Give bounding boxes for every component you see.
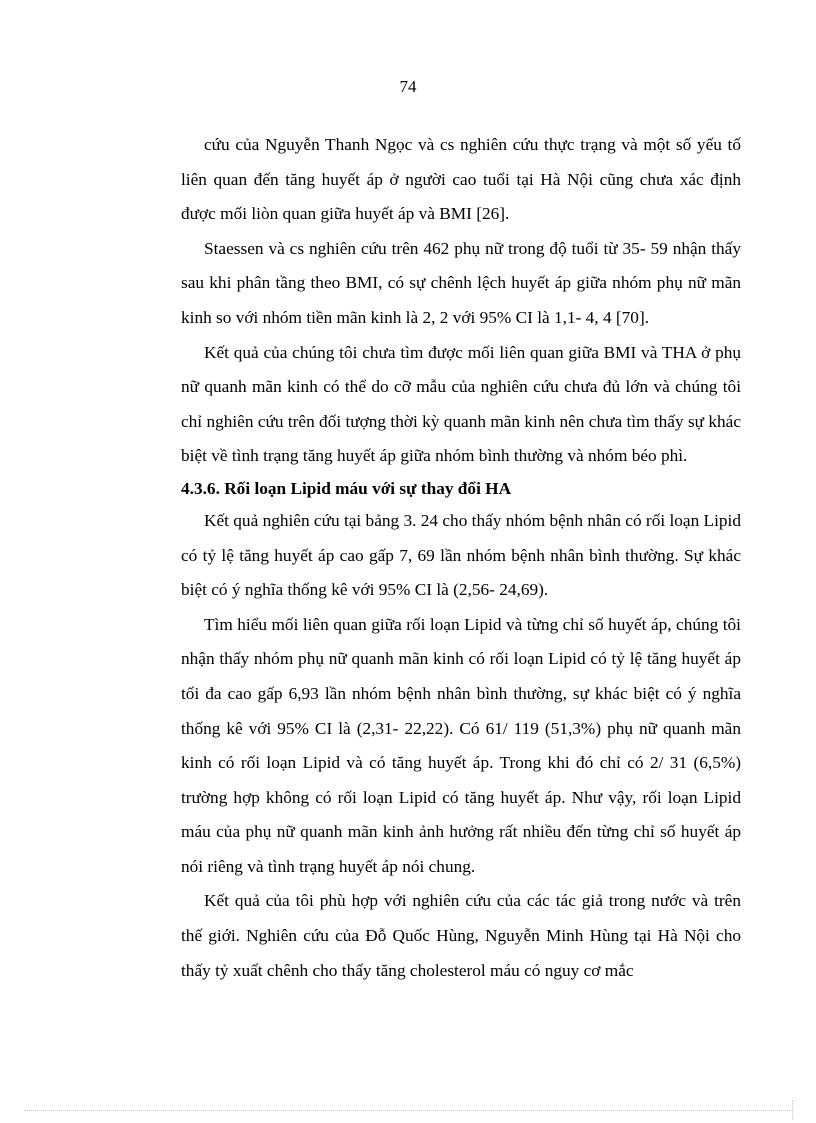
paragraph-literature-comparison: Kết quả của tôi phù hợp với nghiên cứu của các tác giả trong nước và trên thế giới. Nghiên cứu của Đỗ Quốc Hùng, Nguyễn Minh Hùng tại Hà Nội cho thấy tỷ xuất chênh cho thấy tăng cholesterol máu có nguy cơ mắc: [181, 891, 741, 980]
page-number: 74: [399, 77, 417, 96]
document-body: [181, 128, 741, 988]
paragraph-lipid-blood-pressure: Tìm hiểu mối liên quan giữa rối loạn Lipid và từng chỉ số huyết áp, chúng tôi nhận thấy nhóm phụ nữ quanh mãn kinh có rối loạn Lipid có tỷ lệ tăng huyết áp tối đa cao gấp 6,93 lần nhóm bệnh nhân bình thường, sự khác biệt có ý nghĩa thống kê với 95% CI là (2,31- 22,22). Có 61/ 119 (51,3%) phụ nữ quanh mãn kinh có rối loạn Lipid và có tăng huyết áp. Trong khi đó chỉ có 2/ 31 (6,5%) trường hợp không có rối loạn Lipid có tăng huyết áp. Như vậy, rối loạn Lipid máu của phụ nữ quanh mãn kinh ảnh hưởng rất nhiều đến từng chỉ số huyết áp nói riêng và tình trạng huyết áp nói chung.: [181, 614, 741, 876]
page-corner-dotted-rule: [792, 1100, 793, 1120]
section-heading: 4.3.6. Rối loạn Lipid máu với sự thay đổi HA: [181, 478, 512, 498]
paragraph-staessen: Staessen và cs nghiên cứu trên 462 phụ nữ trong độ tuổi từ 35- 59 nhận thấy sau khi phân tầng theo BMI, có sự chênh lệch huyết áp giữa nhóm phụ nữ mãn kinh so với nhóm tiền mãn kinh là 2, 2 với 95% CI là 1,1- 4, 4 [70].: [181, 238, 741, 327]
paragraph-lipid-table-result: Kết quả nghiên cứu tại bảng 3. 24 cho thấy nhóm bệnh nhân có rối loạn Lipid có tỷ lệ tăng huyết áp cao gấp 7, 69 lần nhóm bệnh nhân bình thường. Sự khác biệt có ý nghĩa thống kê với 95% CI là (2,56- 24,69).: [181, 510, 741, 600]
page-bottom-dotted-rule: [24, 1110, 792, 1111]
paragraph-bmi-conclusion: Kết quả của chúng tôi chưa tìm được mối liên quan giữa BMI và THA ở phụ nữ quanh mãn kinh có thể do cỡ mẫu của nghiên cứu chưa đủ lớn và chúng tôi chỉ nghiên cứu trên đối tượng thời kỳ quanh mãn kinh nên chưa tìm thấy sự khác biệt về tình trạng tăng huyết áp giữa nhóm bình thường và nhóm béo phì.: [181, 342, 741, 466]
paragraph-bmi-nguyen-thanh-ngoc: cứu của Nguyễn Thanh Ngọc và cs nghiên cứu thực trạng và một số yếu tố liên quan đến tăng huyết áp ở người cao tuổi tại Hà Nội cũng chưa xác định được mối liòn quan giữa huyết áp và BMI [26].: [181, 135, 741, 224]
